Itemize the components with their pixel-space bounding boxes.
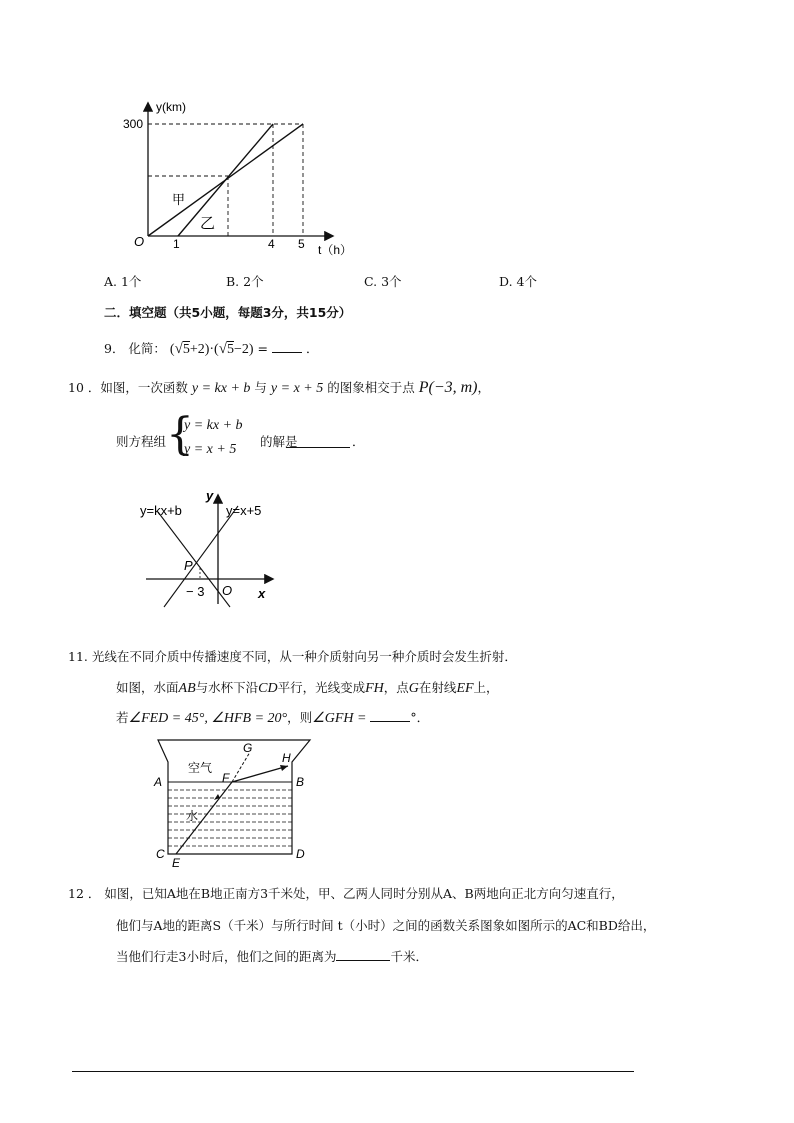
section2-title: 二．填空题（共5小题，每题3分，共15分） <box>104 305 352 320</box>
label-g: G <box>243 741 253 755</box>
q10-end: ． <box>352 434 365 449</box>
q11-t4: 平行，光线变成 <box>277 680 366 695</box>
choice-b: B. 2个 <box>226 274 264 289</box>
label-f: F <box>222 771 230 785</box>
q11-answer-blank <box>370 709 410 722</box>
label-h: H <box>282 751 291 765</box>
y-axis-label: y(km) <box>156 100 186 114</box>
q11-ask: ∠GFH = <box>312 711 367 726</box>
q10-mid1: 与 <box>254 380 267 395</box>
q11-condition: ∠FED = 45°, ∠HFB = 20° <box>128 711 288 726</box>
q10-sys-eq1: y = kx + b <box>184 418 243 433</box>
q10-eq1: y = kx + b <box>191 381 251 396</box>
label-b: B <box>296 775 305 789</box>
x-tick-5: 5 <box>298 237 305 251</box>
q10-point: P(−3, m) <box>418 379 478 396</box>
q10-comma: ， <box>477 380 491 395</box>
line-yi <box>178 124 273 236</box>
label-water: 水 <box>186 809 199 823</box>
q11-t10: 上， <box>473 680 499 695</box>
question-12-line1: 12 ． 如图，已知A地在B地正南方3千米处，甲、乙两人同时分别从A、B两地向正北方向匀速直行， <box>68 886 624 901</box>
choice-a: A. 1个 <box>104 274 142 289</box>
question-12-line3 <box>116 947 428 965</box>
x-tick-4: 4 <box>268 237 275 251</box>
x-tick-1: 1 <box>173 237 180 251</box>
q11-line3-prefix: 若 <box>116 710 129 725</box>
q10-number: 10 ．如图，一次函数 <box>68 380 188 395</box>
q9-end: ． <box>305 341 319 356</box>
q10-x-label: x <box>258 586 266 601</box>
q11-unit: °． <box>410 710 430 725</box>
q11-line3-mid: ，则 <box>287 710 313 725</box>
line-yi-label: 乙 <box>200 215 216 232</box>
q9-prefix: 9． 化简： <box>104 341 166 356</box>
q10-line2-prefix: 则方程组 <box>116 434 167 449</box>
q10-figure <box>138 486 278 608</box>
q11-fh: FH <box>365 681 384 696</box>
q10-p-label: P <box>184 558 193 573</box>
q10-tick: − 3 <box>186 584 205 599</box>
choice-c: C. 3个 <box>364 274 402 289</box>
x-axis-label: t（h） <box>318 243 353 257</box>
travel-graph-figure <box>120 96 370 261</box>
q11-t2: 与水杯下沿 <box>195 680 259 695</box>
q11-t6: ，点 <box>383 680 409 695</box>
question-10-line1 <box>68 378 490 397</box>
q11-cup-figure <box>150 736 320 868</box>
page-bottom-rule <box>72 1071 634 1072</box>
label-c: C <box>156 847 165 861</box>
q9-equals: = <box>257 341 268 356</box>
question-9 <box>104 339 318 358</box>
q10-eq2: y = x + 5 <box>270 381 324 396</box>
line-jia-label: 甲 <box>172 192 186 207</box>
q10-origin: O <box>222 583 233 598</box>
q11-t0: 如图，水面 <box>116 680 179 695</box>
q10-label-right: y=x+5 <box>226 503 262 518</box>
choice-d: D. 4个 <box>499 274 537 289</box>
origin-label: O <box>134 234 145 249</box>
q10-brace: { <box>166 409 194 460</box>
q10-label-left: y=kx+b <box>140 503 182 518</box>
ray-ef <box>176 782 232 854</box>
question-12-line2: 他们与A地的距离S（千米）与所行时间 t（小时）之间的函数关系图象如图所示的AC和BD给出， <box>116 918 656 933</box>
q11-ef: EF <box>456 681 474 696</box>
q10-line2-suffix: 的解是 <box>260 434 298 449</box>
q10-mid2: 的图象相交于点 <box>327 380 415 395</box>
q9-expression: (√5+2)·(√5−2) <box>169 341 254 357</box>
q10-sys-eq2: y = x + 5 <box>184 442 237 457</box>
q11-ab: AB <box>178 681 196 696</box>
label-air: 空气 <box>188 761 213 775</box>
q12-answer-blank <box>336 948 390 961</box>
q11-t8: 在射线 <box>418 680 457 695</box>
y-tick-300: 300 <box>123 117 144 131</box>
q9-answer-blank <box>272 340 302 353</box>
q12-line3-suffix: 千米． <box>390 949 428 964</box>
label-d: D <box>296 847 305 861</box>
q11-g: G <box>408 681 419 696</box>
q10-y-label: y <box>206 488 214 503</box>
label-e: E <box>172 856 181 868</box>
label-a: A <box>154 775 163 789</box>
question-11-line3 <box>116 708 429 727</box>
q11-cd: CD <box>258 681 278 696</box>
q12-line3-prefix: 当他们行走3小时后，他们之间的距离为 <box>116 949 337 964</box>
q10-answer-blank <box>286 435 350 448</box>
question-11-line1: 11. 光线在不同介质中传播速度不同，从一种介质射向另一种介质时会发生折射． <box>68 649 517 664</box>
question-11-line2 <box>116 678 499 697</box>
